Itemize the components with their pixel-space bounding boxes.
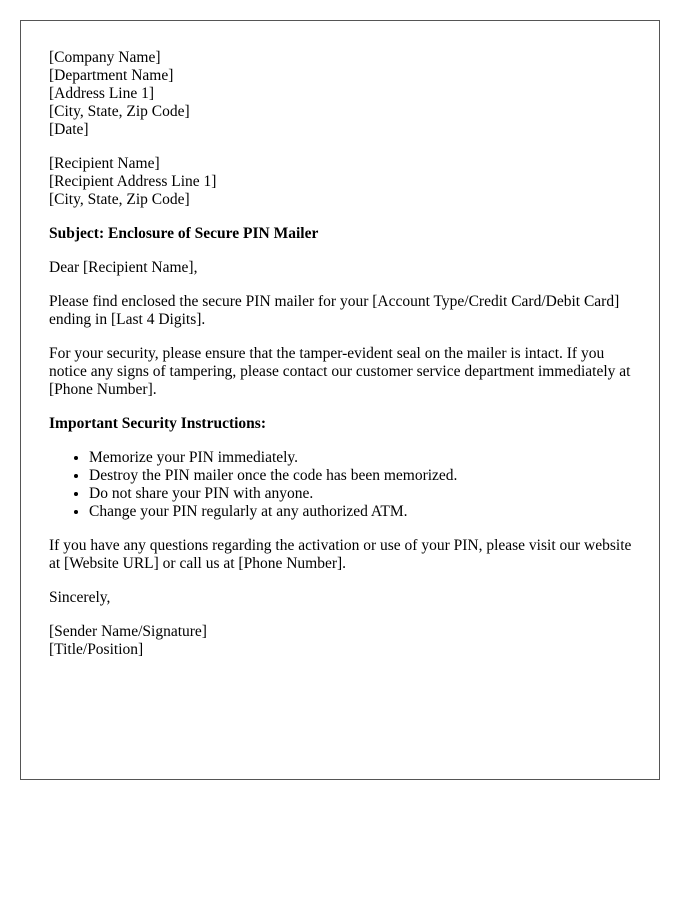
instruction-item: • Memorize your PIN immediately. [89, 449, 639, 467]
closing: Sincerely, [49, 589, 111, 606]
letter-date: [Date] [49, 121, 89, 138]
sender-address-line-1: [Address Line 1] [49, 85, 155, 102]
instructions-list [49, 449, 639, 521]
instruction-item: • Change your PIN regularly at any authorized ATM. [89, 503, 639, 521]
sender-title: [Title/Position] [49, 641, 144, 658]
sender-city-state-zip: [City, State, Zip Code] [49, 103, 190, 120]
instructions-heading: Important Security Instructions: [49, 415, 266, 432]
recipient-address-line-1: [Recipient Address Line 1] [49, 173, 217, 190]
department-name: [Department Name] [49, 67, 174, 84]
sender-name-signature: [Sender Name/Signature] [49, 623, 207, 640]
subject-line: Subject: Enclosure of Secure PIN Mailer [49, 225, 319, 242]
salutation: Dear [Recipient Name], [49, 259, 198, 276]
recipient-name: [Recipient Name] [49, 155, 160, 172]
paragraph-questions: If you have any questions regarding the activation or use of your PIN, please visit our website at [Website URL] or call us at [Phone Number]. [49, 537, 632, 572]
paragraph-security: For your security, please ensure that the tamper-evident seal on the mailer is intact. If you notice any signs of tampering, please contact our customer service department immediately at [Phone Number]. [49, 345, 631, 398]
letter-page [20, 20, 660, 780]
instruction-item: • Do not share your PIN with anyone. [89, 485, 639, 503]
signature-block [49, 623, 639, 659]
sender-address-block [49, 49, 639, 139]
company-name: [Company Name] [49, 49, 161, 66]
recipient-address-block [49, 155, 639, 209]
letter-content [49, 49, 639, 675]
recipient-city-state-zip: [City, State, Zip Code] [49, 191, 190, 208]
paragraph-enclosure: Please find enclosed the secure PIN mailer for your [Account Type/Credit Card/Debit Card] ending in [Last 4 Digits]. [49, 293, 620, 328]
instruction-item: • Destroy the PIN mailer once the code has been memorized. [89, 467, 639, 485]
